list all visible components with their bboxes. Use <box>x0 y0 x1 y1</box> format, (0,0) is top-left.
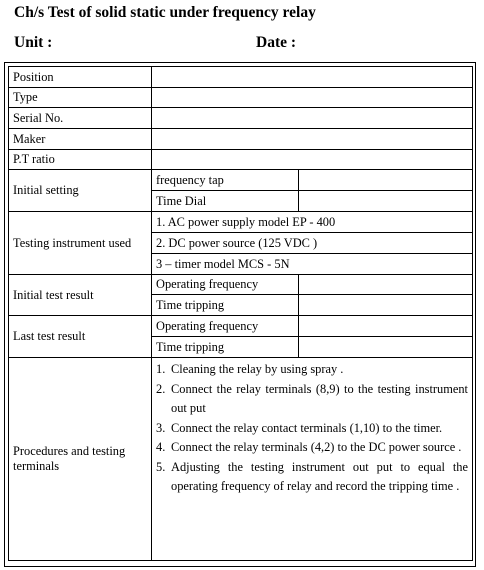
serial-no-value-field[interactable] <box>152 108 473 129</box>
procedure-step <box>156 458 468 497</box>
initial-time-tripping-field[interactable] <box>299 295 473 316</box>
page-title: Ch/s Test of solid static under frequency relay <box>14 4 316 21</box>
unit-label: Unit : <box>14 34 53 51</box>
step-text: Connect the relay terminals (4,2) to the DC power source . <box>171 440 462 454</box>
row-position <box>9 67 473 88</box>
last-time-tripping-field[interactable] <box>299 337 473 358</box>
instrument-item: 1. AC power supply model EP - 400 <box>152 212 473 233</box>
last-time-tripping-label: Time tripping <box>152 337 299 358</box>
time-dial-label: Time Dial <box>152 191 299 212</box>
last-operating-frequency-field[interactable] <box>299 316 473 337</box>
type-label: Type <box>9 88 152 108</box>
step-number: 3. <box>156 420 166 435</box>
row-last-test <box>9 316 473 337</box>
initial-setting-label: Initial setting <box>9 170 152 212</box>
step-text: Cleaning the relay by using spray . <box>171 362 344 376</box>
procedures-steps <box>152 358 473 561</box>
initial-time-tripping-label: Time tripping <box>152 295 299 316</box>
time-dial-value-field[interactable] <box>299 191 473 212</box>
instrument-item: 2. DC power source (125 VDC ) <box>152 233 473 254</box>
row-initial-test <box>9 275 473 295</box>
frequency-tap-label: frequency tap <box>152 170 299 191</box>
serial-no-label: Serial No. <box>9 108 152 129</box>
date-label: Date : <box>256 34 297 51</box>
procedure-step <box>156 380 468 419</box>
step-number: 5. <box>156 459 166 474</box>
procedures-label: Procedures and testing terminals <box>9 358 152 561</box>
row-type <box>9 88 473 108</box>
last-operating-frequency-label: Operating frequency <box>152 316 299 337</box>
maker-value-field[interactable] <box>152 129 473 150</box>
row-maker <box>9 129 473 150</box>
testing-instrument-label: Testing instrument used <box>9 212 152 275</box>
type-value-field[interactable] <box>152 88 473 108</box>
initial-operating-frequency-field[interactable] <box>299 275 473 295</box>
procedure-step <box>156 360 468 380</box>
position-value-field[interactable] <box>152 67 473 88</box>
initial-operating-frequency-label: Operating frequency <box>152 275 299 295</box>
position-label: Position <box>9 67 152 88</box>
step-text: Connect the relay contact terminals (1,10) to the timer. <box>171 420 443 435</box>
step-number: 2. <box>156 381 166 396</box>
row-pt-ratio <box>9 150 473 170</box>
instrument-item: 3 – timer model MCS - 5N <box>152 254 473 275</box>
step-number: 4. <box>156 440 166 454</box>
frequency-tap-value-field[interactable] <box>299 170 473 191</box>
procedure-step <box>156 438 468 458</box>
relay-test-form <box>8 66 473 561</box>
maker-label: Maker <box>9 129 152 150</box>
step-text: Adjusting the testing instrument out put to equal the operating frequency of relay and record the tripping time . <box>171 459 468 493</box>
pt-ratio-label: P.T ratio <box>9 150 152 170</box>
step-text: Connect the relay terminals (8,9) to the testing instrument out put <box>171 381 468 415</box>
row-initial-setting <box>9 170 473 191</box>
step-number: 1. <box>156 362 166 376</box>
row-procedures <box>9 358 473 561</box>
last-test-label: Last test result <box>9 316 152 358</box>
row-serial-no <box>9 108 473 129</box>
procedure-step <box>156 419 468 439</box>
row-testing-instrument <box>9 212 473 233</box>
initial-test-label: Initial test result <box>9 275 152 316</box>
pt-ratio-value-field[interactable] <box>152 150 473 170</box>
